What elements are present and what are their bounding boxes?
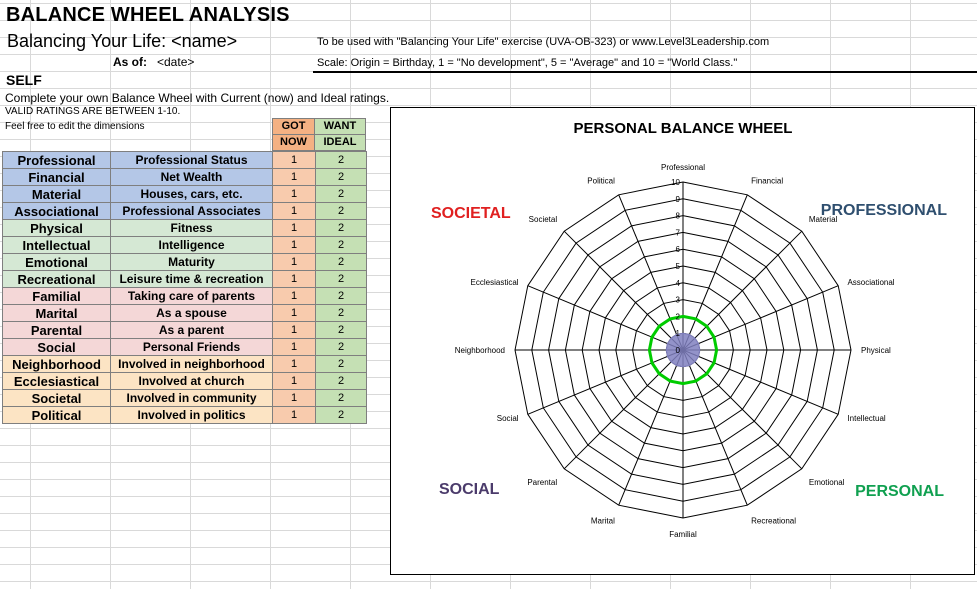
description-cell[interactable]: Professional Associates bbox=[111, 203, 273, 220]
instruction-text: Complete your own Balance Wheel with Current (now) and Ideal ratings. bbox=[5, 91, 390, 105]
axis-label: Emotional bbox=[808, 477, 845, 487]
ideal-rating-cell[interactable]: 2 bbox=[316, 407, 367, 424]
axis-label: Recreational bbox=[751, 516, 797, 526]
tick-label: 8 bbox=[675, 211, 680, 221]
dimension-cell[interactable]: Recreational bbox=[3, 271, 111, 288]
description-cell[interactable]: Personal Friends bbox=[111, 339, 273, 356]
table-row bbox=[3, 373, 367, 390]
table-row bbox=[3, 339, 367, 356]
now-rating-cell[interactable]: 1 bbox=[273, 237, 316, 254]
tick-label: 5 bbox=[675, 262, 680, 271]
spoke-line bbox=[683, 350, 838, 414]
table-row bbox=[3, 407, 367, 424]
dimension-cell[interactable]: Financial bbox=[3, 169, 111, 186]
now-rating-cell[interactable]: 1 bbox=[273, 203, 316, 220]
spoke-line bbox=[619, 195, 683, 350]
spoke-line bbox=[619, 350, 683, 505]
spoke-line bbox=[528, 286, 683, 350]
edit-dimensions-note: Feel free to edit the dimensions bbox=[5, 121, 145, 132]
axis-label: Financial bbox=[751, 176, 784, 186]
tick-label: 2 bbox=[675, 312, 680, 322]
spoke-line bbox=[683, 195, 747, 350]
dimension-cell[interactable]: Ecclesiastical bbox=[3, 373, 111, 390]
tick-label: 7 bbox=[675, 228, 680, 238]
dimension-cell[interactable]: Intellectual bbox=[3, 237, 111, 254]
ideal-rating-cell[interactable]: 2 bbox=[316, 152, 367, 169]
divider-line bbox=[313, 71, 977, 73]
axis-label: Parental bbox=[527, 477, 558, 487]
ideal-rating-cell[interactable]: 2 bbox=[316, 186, 367, 203]
dimension-cell[interactable]: Political bbox=[3, 407, 111, 424]
now-rating-cell[interactable]: 1 bbox=[273, 407, 316, 424]
now-rating-cell[interactable]: 1 bbox=[273, 254, 316, 271]
axis-label: Ecclesiastical bbox=[470, 277, 519, 287]
now-rating-cell[interactable]: 1 bbox=[273, 390, 316, 407]
tick-label: 0 bbox=[675, 346, 680, 355]
header-got: GOT bbox=[272, 118, 315, 135]
tick-label: 9 bbox=[675, 194, 680, 204]
description-cell[interactable]: Fitness bbox=[111, 220, 273, 237]
balance-wheel-chart[interactable] bbox=[390, 107, 975, 575]
ideal-rating-cell[interactable]: 2 bbox=[316, 271, 367, 288]
now-rating-cell[interactable]: 1 bbox=[273, 305, 316, 322]
description-cell[interactable]: As a parent bbox=[111, 322, 273, 339]
table-row bbox=[3, 152, 367, 169]
description-cell[interactable]: Involved in community bbox=[111, 390, 273, 407]
description-cell[interactable]: As a spouse bbox=[111, 305, 273, 322]
description-cell[interactable]: Involved in politics bbox=[111, 407, 273, 424]
section-heading: SELF bbox=[6, 72, 42, 88]
quadrant-label: SOCIAL bbox=[439, 481, 500, 498]
dimension-cell[interactable]: Neighborhood bbox=[3, 356, 111, 373]
table-row bbox=[3, 390, 367, 407]
tick-label: 1 bbox=[675, 329, 680, 339]
ideal-rating-cell[interactable]: 2 bbox=[316, 203, 367, 220]
axis-label: Physical bbox=[861, 346, 891, 355]
spoke-line bbox=[564, 231, 683, 350]
description-cell[interactable]: Involved at church bbox=[111, 373, 273, 390]
tick-label: 10 bbox=[671, 178, 680, 187]
now-rating-cell[interactable]: 1 bbox=[273, 152, 316, 169]
usage-note: To be used with "Balancing Your Life" exercise (UVA-OB-323) or www.Level3Leadership.com bbox=[317, 36, 770, 48]
radar-chart-svg bbox=[391, 108, 976, 576]
valid-ratings-note: VALID RATINGS ARE BETWEEN 1-10. bbox=[5, 106, 181, 117]
axis-label: Intellectual bbox=[847, 414, 886, 424]
dimension-cell[interactable]: Familial bbox=[3, 288, 111, 305]
subtitle-name-cell[interactable]: Balancing Your Life: <name> bbox=[7, 31, 238, 51]
table-row bbox=[3, 169, 367, 186]
dimension-cell[interactable]: Marital bbox=[3, 305, 111, 322]
description-cell[interactable]: Involved in neighborhood bbox=[111, 356, 273, 373]
sheet-title: BALANCE WHEEL ANALYSIS bbox=[6, 4, 290, 26]
header-want: WANT bbox=[314, 118, 366, 135]
axis-label: Neighborhood bbox=[454, 346, 505, 355]
header-ideal: IDEAL bbox=[314, 134, 366, 151]
dimension-cell[interactable]: Societal bbox=[3, 390, 111, 407]
dimension-cell[interactable]: Emotional bbox=[3, 254, 111, 271]
description-cell[interactable]: Intelligence bbox=[111, 237, 273, 254]
ideal-rating-cell[interactable]: 2 bbox=[316, 169, 367, 186]
ideal-rating-cell[interactable]: 2 bbox=[316, 356, 367, 373]
table-row bbox=[3, 356, 367, 373]
description-cell[interactable]: Professional Status bbox=[111, 152, 273, 169]
quadrant-label: PERSONAL bbox=[855, 483, 944, 500]
axis-label: Associational bbox=[847, 277, 895, 287]
now-rating-cell[interactable]: 1 bbox=[273, 373, 316, 390]
table-row bbox=[3, 305, 367, 322]
now-rating-cell[interactable]: 1 bbox=[273, 220, 316, 237]
spoke-line bbox=[683, 286, 838, 350]
spoke-line bbox=[528, 350, 683, 414]
description-cell[interactable]: Houses, cars, etc. bbox=[111, 186, 273, 203]
dimension-cell[interactable]: Physical bbox=[3, 220, 111, 237]
table-row bbox=[3, 322, 367, 339]
dimension-cell[interactable]: Parental bbox=[3, 322, 111, 339]
axis-label: Professional bbox=[660, 163, 706, 172]
ideal-rating-cell[interactable]: 2 bbox=[316, 288, 367, 305]
description-cell[interactable]: Leisure time & recreation bbox=[111, 271, 273, 288]
tick-label: 4 bbox=[675, 278, 680, 288]
ideal-rating-cell[interactable]: 2 bbox=[316, 220, 367, 237]
axis-label: Societal bbox=[528, 215, 558, 225]
header-now: NOW bbox=[272, 134, 315, 151]
spoke-line bbox=[683, 350, 747, 505]
series-now-area bbox=[666, 333, 700, 367]
as-of-label: As of: bbox=[113, 55, 147, 69]
now-rating-cell[interactable]: 1 bbox=[273, 186, 316, 203]
dimension-cell[interactable]: Professional bbox=[3, 152, 111, 169]
table-row bbox=[3, 271, 367, 288]
as-of-date-cell[interactable]: <date> bbox=[157, 55, 195, 69]
table-row bbox=[3, 288, 367, 305]
ideal-rating-cell[interactable]: 2 bbox=[316, 339, 367, 356]
scale-note: Scale: Origin = Birthday, 1 = "No development", 5 = "Average" and 10 = "World Class." bbox=[317, 57, 738, 69]
quadrant-label: SOCIETAL bbox=[431, 205, 511, 222]
axis-label: Political bbox=[587, 176, 615, 186]
tick-label: 6 bbox=[675, 245, 680, 255]
table-row bbox=[3, 220, 367, 237]
description-cell[interactable]: Taking care of parents bbox=[111, 288, 273, 305]
description-cell[interactable]: Net Wealth bbox=[111, 169, 273, 186]
ideal-rating-cell[interactable]: 2 bbox=[316, 254, 367, 271]
tick-label: 3 bbox=[675, 295, 680, 305]
dimension-cell[interactable]: Associational bbox=[3, 203, 111, 220]
ideal-rating-cell[interactable]: 2 bbox=[316, 322, 367, 339]
now-rating-cell[interactable]: 1 bbox=[273, 339, 316, 356]
dimension-cell[interactable]: Social bbox=[3, 339, 111, 356]
table-row bbox=[3, 186, 367, 203]
chart-title: PERSONAL BALANCE WHEEL bbox=[573, 120, 793, 137]
axis-label: Social bbox=[496, 414, 519, 424]
spoke-line bbox=[683, 350, 802, 469]
table-row bbox=[3, 237, 367, 254]
description-cell[interactable]: Maturity bbox=[111, 254, 273, 271]
dimension-cell[interactable]: Material bbox=[3, 186, 111, 203]
now-rating-cell[interactable]: 1 bbox=[273, 271, 316, 288]
ideal-rating-cell[interactable]: 2 bbox=[316, 390, 367, 407]
axis-label: Familial bbox=[669, 530, 697, 539]
spoke-line bbox=[683, 231, 802, 350]
ideal-rating-cell[interactable]: 2 bbox=[316, 305, 367, 322]
ideal-rating-cell[interactable]: 2 bbox=[316, 237, 367, 254]
axis-label: Material bbox=[808, 215, 838, 225]
ideal-rating-cell[interactable]: 2 bbox=[316, 373, 367, 390]
now-rating-cell[interactable]: 1 bbox=[273, 356, 316, 373]
now-rating-cell[interactable]: 1 bbox=[273, 288, 316, 305]
now-rating-cell[interactable]: 1 bbox=[273, 169, 316, 186]
table-row bbox=[3, 254, 367, 271]
ratings-table bbox=[2, 151, 367, 424]
now-rating-cell[interactable]: 1 bbox=[273, 322, 316, 339]
table-row bbox=[3, 203, 367, 220]
quadrant-label: PROFESSIONAL bbox=[820, 202, 947, 219]
spoke-line bbox=[564, 350, 683, 469]
axis-label: Marital bbox=[590, 516, 615, 526]
